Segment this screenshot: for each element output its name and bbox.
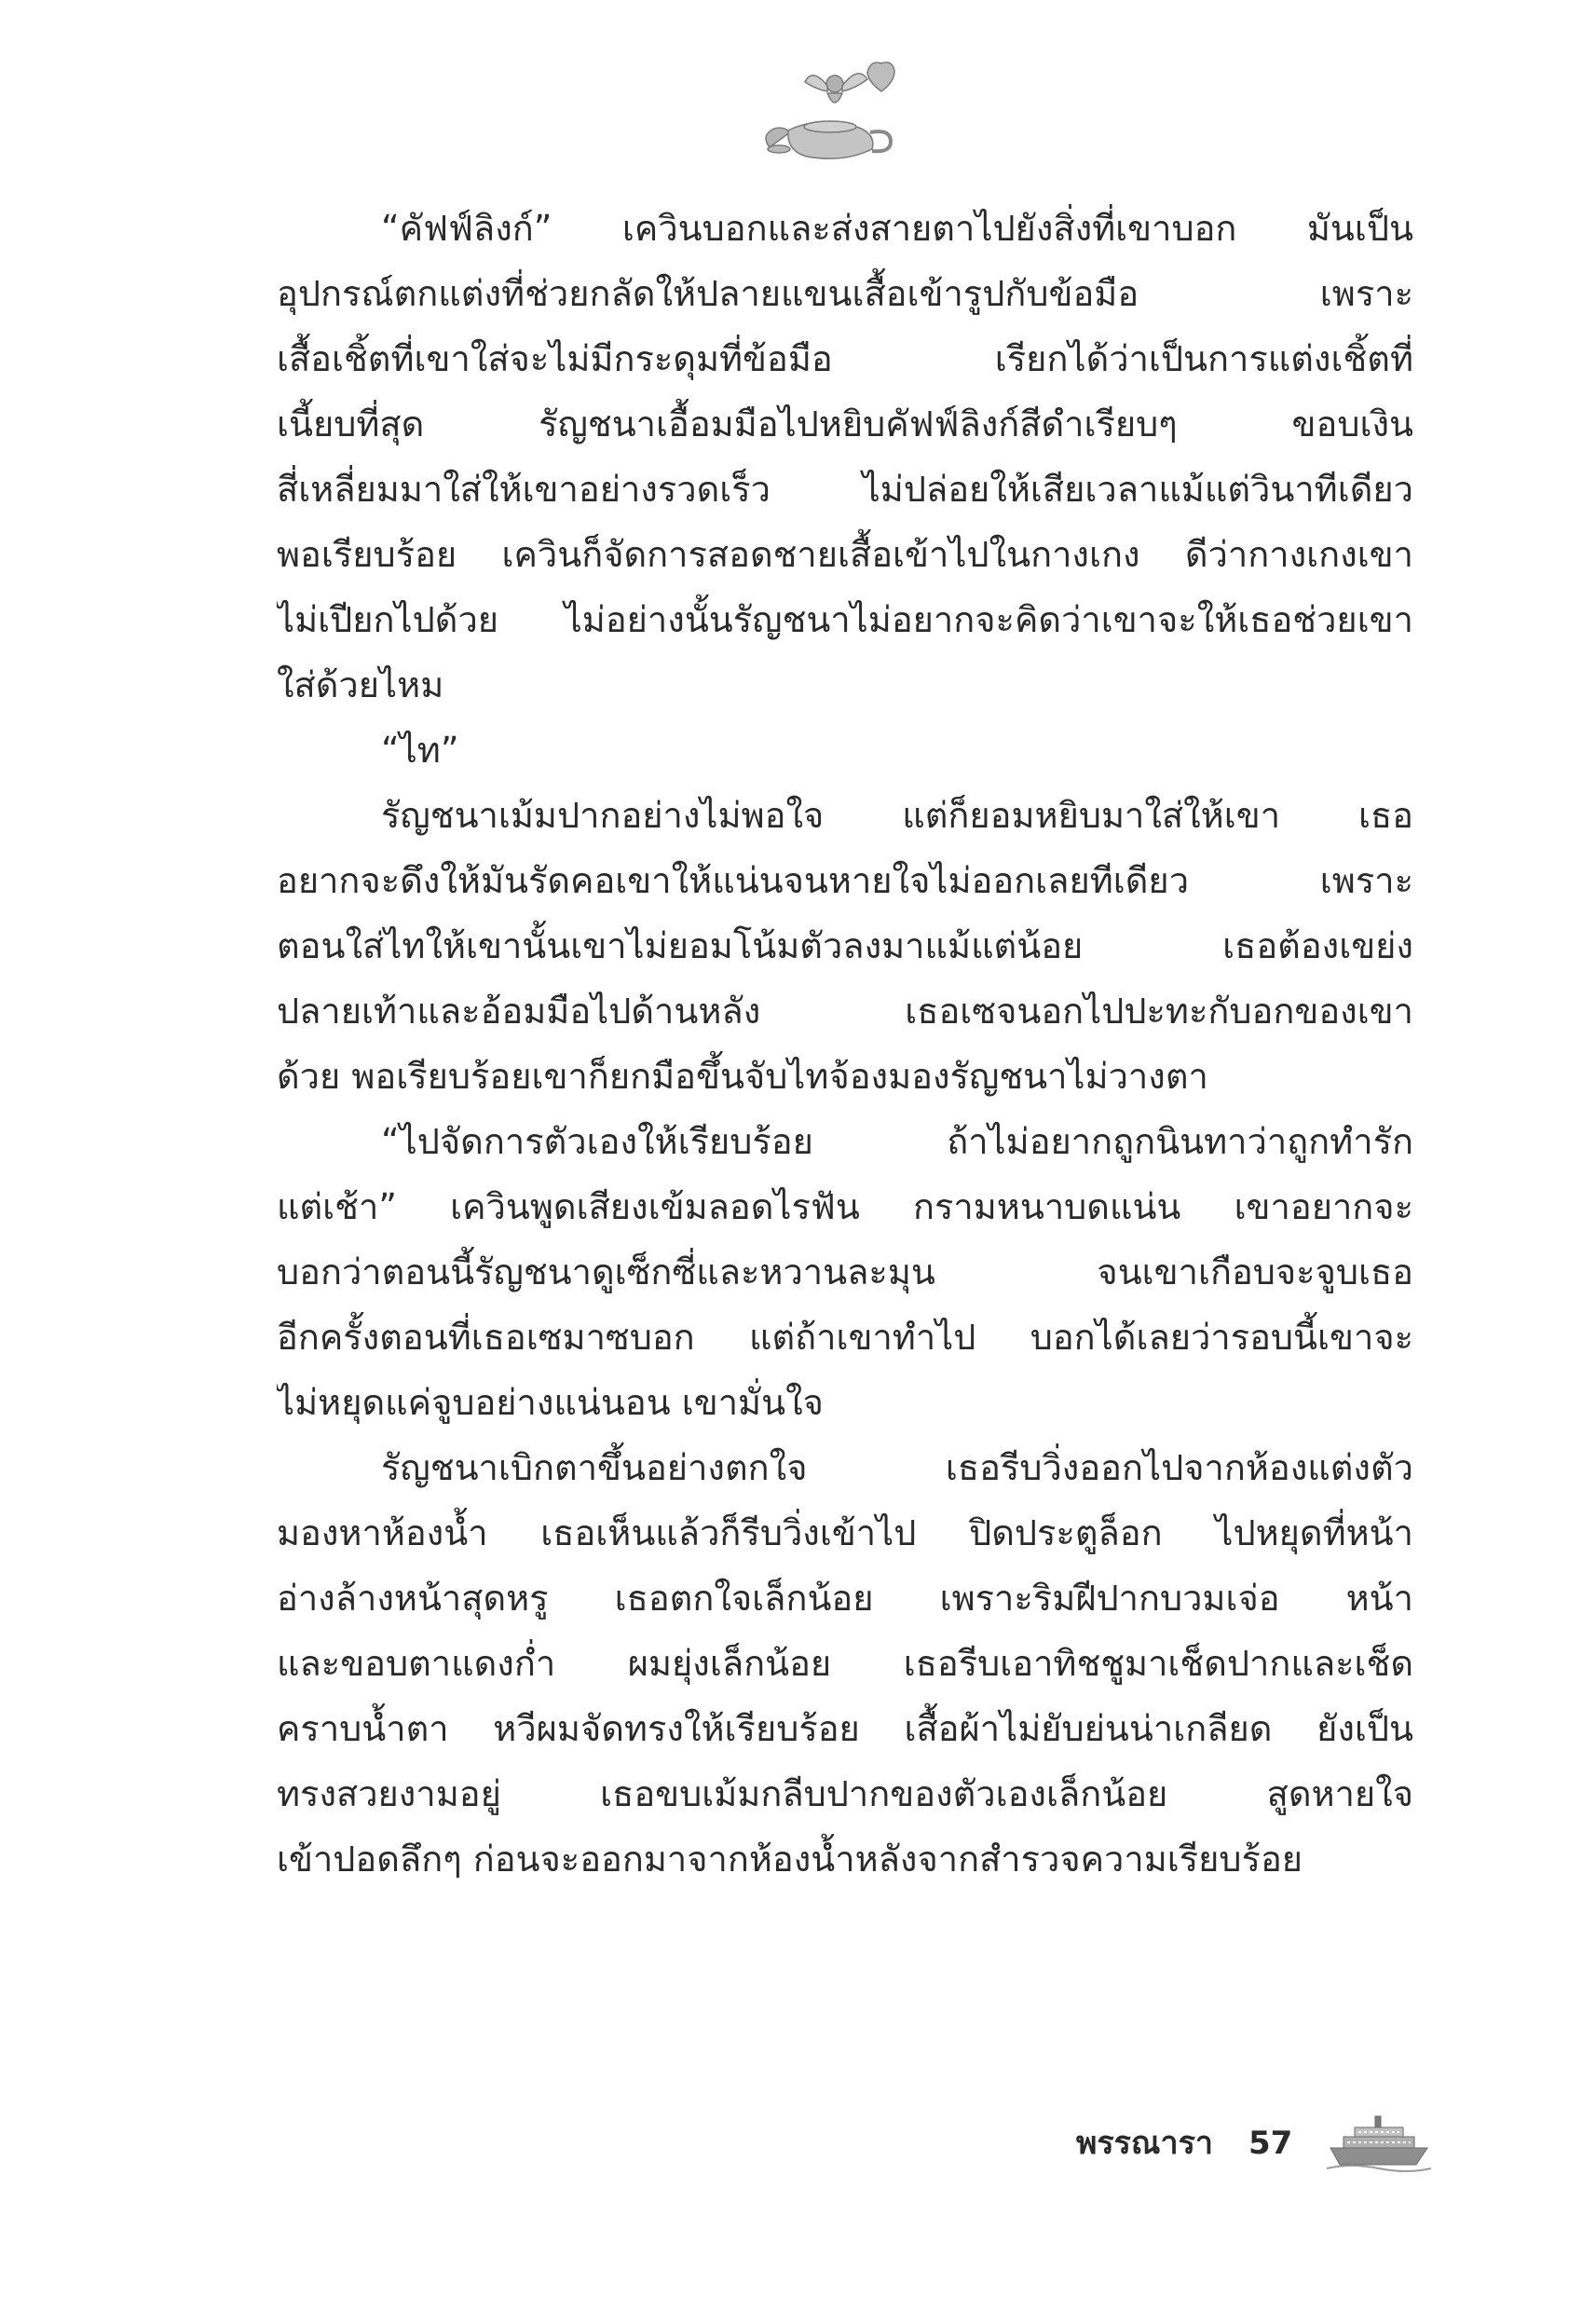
text-line: ใส่ด้วยไหม [277,664,444,705]
page-footer [1062,2111,1435,2176]
text-line: อ่างล้างหน้าสุดหรู เธอตกใจเล็กน้อย เพราะริมฝีปากบวมเจ่อ หน้า [277,1578,1413,1619]
book-title: พรรณารา [1076,2125,1213,2162]
text-line: อุปกรณ์ตกแต่งที่ช่วยกลัดให้ปลายแขนเสื้อเข้ารูปกับข้อมือ เพราะ [277,273,1413,314]
page-number: 57 [1248,2125,1293,2162]
text-line: อีกครั้งตอนที่เธอเซมาซบอก แต่ถ้าเขาทำไป บอกได้เลยว่ารอบนี้เขาจะ [277,1317,1413,1358]
text-line: ด้วย พอเรียบร้อยเขาก็ยกมือขึ้นจับไทจ้องมองรัญชนาไม่วางตา [277,1056,1208,1097]
text-line: และขอบตาแดงก่ำ ผมยุ่งเล็กน้อย เธอรีบเอาทิชชูมาเช็ดปากและเช็ด [277,1643,1413,1684]
text-line: มองหาห้องน้ำ เธอเห็นแล้วก็รีบวิ่งเข้าไป ปิดประตูล็อก ไปหยุดที่หน้า [277,1512,1413,1553]
text-line: พอเรียบร้อย เควินก็จัดการสอดชายเสื้อเข้าไปในกางเกง ดีว่ากางเกงเขา [277,534,1413,575]
text-line: เข้าปอดลึกๆ ก่อนจะออกมาจากห้องน้ำหลังจากสำรวจความเรียบร้อย [277,1839,1303,1880]
text-line: ตอนใส่ไทให้เขานั้นเขาไม่ยอมโน้มตัวลงมาแม้แต่น้อย เธอต้องเขย่ง [277,925,1413,966]
text-line: แต่เช้า” เควินพูดเสียงเข้มลอดไรฟัน กรามหนาบดแน่น เขาอยากจะ [277,1186,1413,1227]
body-text [277,196,1413,1892]
text-line: “ไปจัดการตัวเองให้เรียบร้อย ถ้าไม่อยากถูกนินทาว่าถูกทำรัก [381,1121,1413,1162]
ship-icon [1323,2111,1435,2176]
text-line: คราบน้ำตา หวีผมจัดทรงให้เรียบร้อย เสื้อผ้าไม่ยับย่นน่าเกลียด ยังเป็น [277,1708,1413,1749]
text-line: สี่เหลี่ยมมาใส่ให้เขาอย่างรวดเร็ว ไม่ปล่อยให้เสียเวลาแม้แต่วินาทีเดียว [277,469,1413,510]
text-line: บอกว่าตอนนี้รัญชนาดูเซ็กซี่และหวานละมุน จนเขาเกือบจะจูบเธอ [277,1251,1413,1292]
text-line: “ไท” [381,730,459,771]
teapot-cupid-ornament-icon [751,47,909,172]
text-line: อยากจะดึงให้มันรัดคอเขาให้แน่นจนหายใจไม่ออกเลยทีเดียว เพราะ [277,860,1413,901]
text-line: ไม่เปียกไปด้วย ไม่อย่างนั้นรัญชนาไม่อยากจะคิดว่าเขาจะให้เธอช่วยเขา [277,599,1413,640]
text-line: ไม่หยุดแค่จูบอย่างแน่นอน เขามั่นใจ [277,1382,824,1423]
text-line: รัญชนาเม้มปากอย่างไม่พอใจ แต่ก็ยอมหยิบมาใส่ให้เขา เธอ [381,795,1413,836]
text-line: “คัฟฟ์ลิงก์” เควินบอกและส่งสายตาไปยังสิ่งที่เขาบอก มันเป็น [381,208,1413,249]
text-line: ปลายเท้าและอ้อมมือไปด้านหลัง เธอเซจนอกไปปะทะกับอกของเขา [277,991,1413,1032]
text-line: เนี้ยบที่สุด รัญชนาเอื้อมมือไปหยิบคัฟฟ์ลิงก์สีดำเรียบๆ ขอบเงิน [277,403,1413,444]
text-line: ทรงสวยงามอยู่ เธอขบเม้มกลีบปากของตัวเองเล็กน้อย สูดหายใจ [277,1773,1413,1814]
text-line: เสื้อเชิ้ตที่เขาใส่จะไม่มีกระดุมที่ข้อมือ เรียกได้ว่าเป็นการแต่งเชิ้ตที่ [277,338,1413,379]
text-line: รัญชนาเบิกตาขึ้นอย่างตกใจ เธอรีบวิ่งออกไปจากห้องแต่งตัว [381,1447,1413,1488]
